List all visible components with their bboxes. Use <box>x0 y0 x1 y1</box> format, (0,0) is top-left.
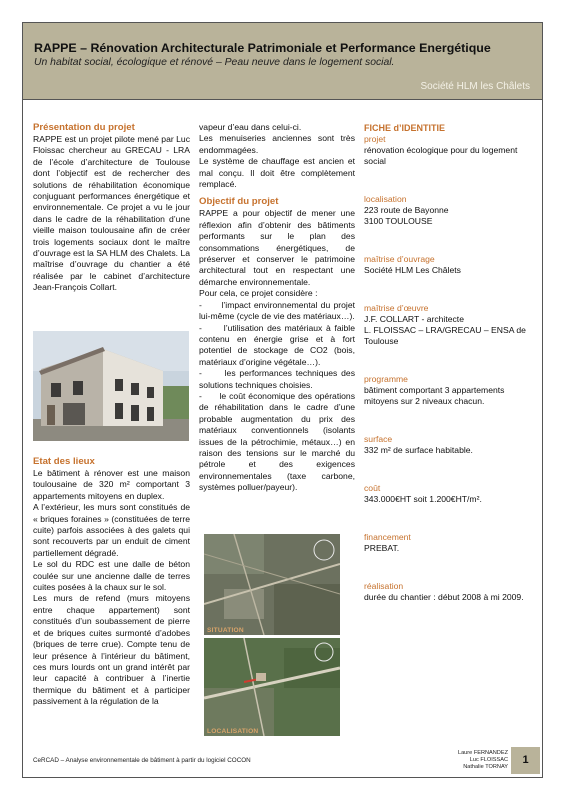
fiche-value: durée du chantier : début 2008 à mi 2009. <box>364 592 524 602</box>
fiche-item <box>364 254 534 276</box>
organization-name: Société HLM les Châlets <box>420 81 530 92</box>
continuation-line: vapeur d’eau dans celui-ci. <box>199 122 302 132</box>
fiche-label: projet <box>364 134 386 144</box>
objective-bullet: - l’utilisation des matériaux à faible contenu en énergie grise et à fort potentiel de stockage de CO2 (bois, matériaux d’origine végétale…). <box>199 322 355 367</box>
document-subtitle: Un habitat social, écologique et rénové – Peau neuve dans le logement social. <box>34 57 395 68</box>
considere-line: Pour cela, ce projet considère : <box>199 288 318 299</box>
fiche-value: PREBAT. <box>364 543 400 553</box>
fiche-item <box>364 134 534 167</box>
objectif-heading: Objectif du projet <box>199 196 279 208</box>
continuation-line: Le système de chauffage est ancien et mal conçu. Il doit être complètement remplacé. <box>199 156 355 190</box>
fiche-item <box>364 434 534 456</box>
authors-list <box>450 750 508 771</box>
footer-text: CeRCAD – Analyse environnementale de bâtiment à partir du logiciel COCON <box>33 757 251 764</box>
objective-bullet: - les performances techniques des solutions techniques choisies. <box>199 368 355 390</box>
etat-paragraph: A l’extérieur, les murs sont constitués de « briques foraines » (constituées de terre cuite) parfois associées à des galets qui sont recouverts par un enduit de ciment partiellement dégradé. <box>33 502 190 558</box>
fiche-value: J.F. COLLART - architecte L. FLOISSAC – LRA/GRECAU – ENSA de Toulouse <box>364 314 526 346</box>
document-title: RAPPE – Rénovation Architecturale Patrimoniale et Performance Energétique <box>34 41 491 55</box>
building-photo <box>33 331 189 441</box>
fiche-label: maîtrise d’œuvre <box>364 303 429 313</box>
fiche-label: réalisation <box>364 581 404 591</box>
fiche-value: Société HLM Les Châlets <box>364 265 461 275</box>
fiche-identite <box>364 122 534 603</box>
fiche-item <box>364 303 534 347</box>
fiche-value: 223 route de Bayonne 3100 TOULOUSE <box>364 205 449 226</box>
fiche-item <box>364 374 534 407</box>
localisation-label: LOCALISATION <box>207 728 259 735</box>
fiche-label: programme <box>364 374 408 384</box>
objective-bullet: - l’impact environnemental du projet lui-même (cycle de vie des matériaux…). <box>199 299 355 322</box>
situation-label: SITUATION <box>207 627 244 634</box>
fiche-label: coût <box>364 483 381 493</box>
fiche-item <box>364 532 534 554</box>
etat-paragraph: Le bâtiment à rénover est une maison toulousaine de 320 m² comportant 3 appartements mitoyens en duplex. <box>33 468 190 501</box>
etat-heading: Etat des lieux <box>33 456 95 467</box>
fiche-value: rénovation écologique pour du logement social <box>364 145 518 166</box>
page-number: 1 <box>511 747 540 774</box>
fiche-label: localisation <box>364 194 407 204</box>
author-name: Laure FERNANDEZ <box>457 750 508 756</box>
objectif-intro: RAPPE a pour objectif de mener une réflexion afin d’obtenir des bâtiments performants sur le plan des consommations énergétiques, de préserver et conserver le patrimoine architectural tout en respectant une démarche environnementale. <box>199 208 355 287</box>
column-left <box>33 122 190 294</box>
fiche-value: bâtiment comportant 3 appartements mitoyens sur 2 niveaux chacun. <box>364 385 505 406</box>
situation-map <box>204 534 340 635</box>
fiche-item <box>364 483 534 505</box>
fiche-label: surface <box>364 434 393 444</box>
fiche-value: 343.000€HT soit 1.200€HT/m². <box>364 494 482 504</box>
fiche-item <box>364 581 534 603</box>
etat-paragraph: Les murs de refend (murs mitoyens entre chaque appartement) sont constitués d’un soubassement de pierre et de briques cuites surmonté d’adobes (briques de terre crue). Compte tenu de leur présence à l’intérieur du bâtiment, ces murs lourds ont un grand intérêt par leur capacité à contribuer à l’inertie thermique du bâtiment et à participer passivement à la régulation de la <box>33 593 190 707</box>
presentation-heading: Présentation du projet <box>33 122 135 133</box>
localisation-map <box>204 638 340 736</box>
column-middle <box>199 122 355 494</box>
header-banner <box>22 22 543 100</box>
etat-section <box>33 456 190 708</box>
continuation-line: Les menuiseries anciennes sont très endommagées. <box>199 133 355 155</box>
author-name: Luc FLOISSAC <box>469 757 508 763</box>
fiche-label: maîtrise d’ouvrage <box>364 254 435 264</box>
etat-paragraph: Le sol du RDC est une dalle de béton coulée sur une ancienne dalle de terres cuites posées à la chaux sur le sol. <box>33 559 190 593</box>
objective-bullet: - le coût économique des opérations de réhabilitation dans le cadre d’une probable augmentation du prix des matériaux conventionnels (isolants issues de la pétrochimie, métaux…) en raison des tensions sur le marché du pétrole et des exigences environnementales (taxe carbone, systèmes polluer/payeur). <box>199 390 355 493</box>
fiche-heading: FICHE d’IDENTITIE <box>364 123 445 133</box>
fiche-value: 332 m² de surface habitable. <box>364 445 473 455</box>
fiche-label: financement <box>364 532 411 542</box>
author-name: Nathalie TORNAY <box>463 764 508 770</box>
presentation-text: RAPPE est un projet pilote mené par Luc Floissac chercheur au GRECAU - LRA de l’école d’architecture de Toulouse dont l’objectif est de rechercher des solutions de réhabilitation économique conjuguant performances énergétique et environnementale. Ce projet a vu le jour dans le cadre de la réhabilitation d’une vieille maison toulousaine afin de créer trois logements sociaux dont le maître d’ouvrage est la SA HLM des Chalets. La maîtrise d’ouvrage du chantier a été réalisée par le cabinet d’architecture Jean-François Collart. <box>33 134 190 293</box>
fiche-item <box>364 194 534 227</box>
